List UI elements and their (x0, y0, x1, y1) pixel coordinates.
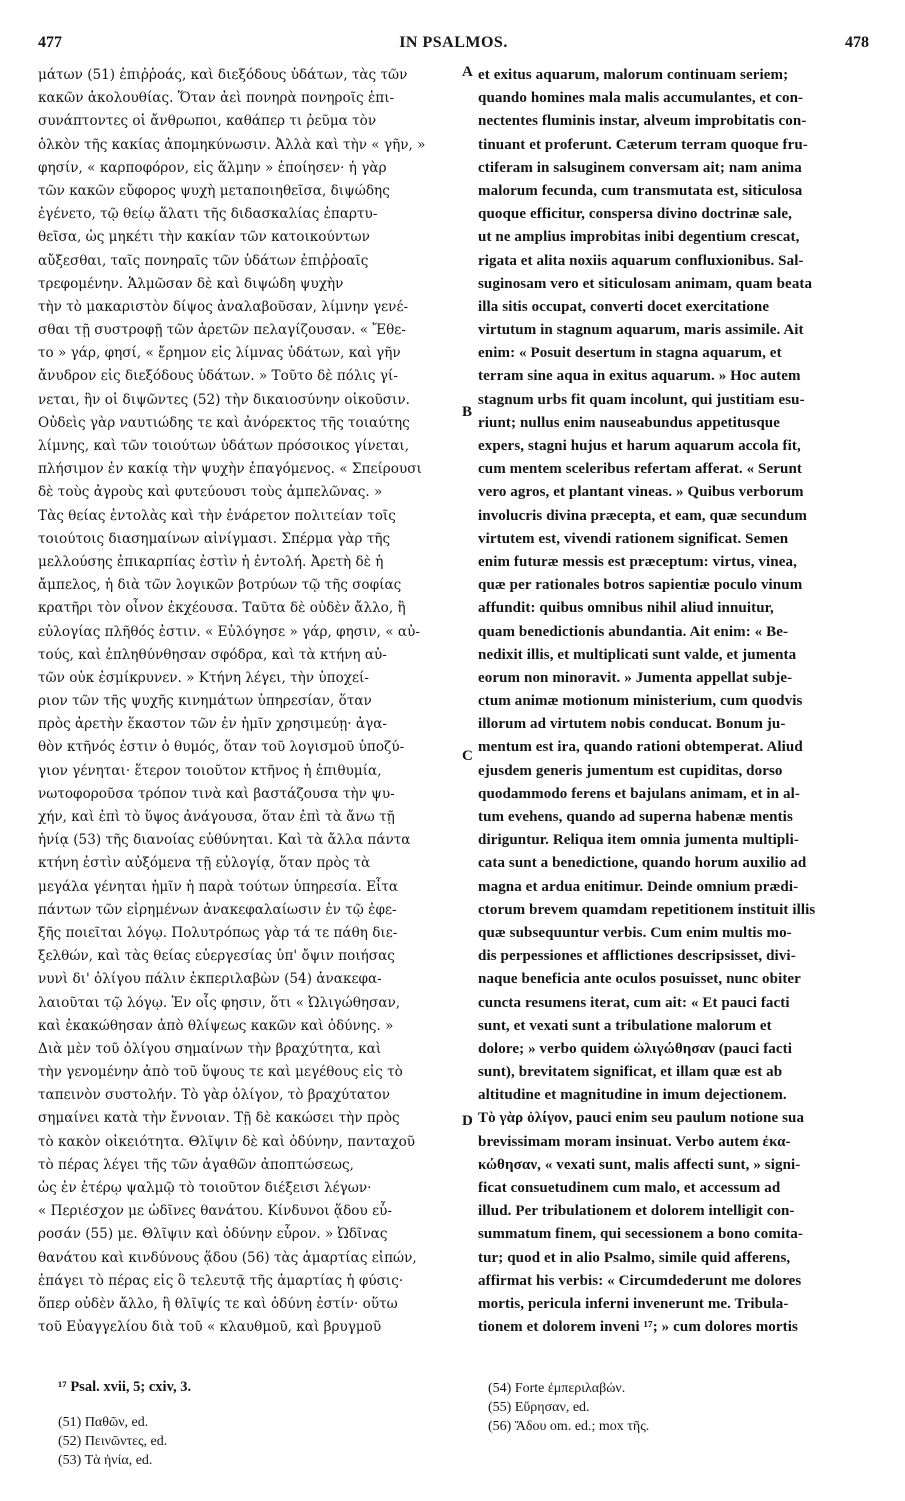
latin-text-line: vero agros, et plantant vineas. » Quibus verborum (478, 484, 804, 501)
page-number-right: 478 (845, 34, 869, 51)
greek-text-line: πρὸς ἀρετὴν ἕκαστον τῶν ἐν ἡμῖν χρησιμεύῃ· ἀγα- (38, 716, 387, 733)
footnote-line: (56) Ἅδου om. ed.; mox τῆς. (488, 1419, 650, 1434)
greek-text-line: ἄμπελος, ἡ διὰ τῶν λογικῶν βοτρύων τῷ τῆς σοφίας (38, 577, 402, 594)
greek-text-line: μελλούσης ἐπικαρπίας ἐστὶν ἡ ἐντολή. Ἀρετὴ δὲ ἡ (38, 553, 384, 570)
latin-text-line: cum mentem sceleribus refertam afferat. « Serunt (478, 461, 802, 478)
latin-text-line: dis perpessiones et afflictiones descripsisset, divi- (478, 948, 796, 965)
greek-text-line: μεγάλα γένηται ἡμῖν ἡ παρὰ τούτων ὑπηρεσία. Εἶτα (38, 878, 399, 895)
latin-text-line: mortis, pericula inferni invenerunt me. Tribula- (478, 1295, 789, 1312)
latin-text-line: altitudine et magnitudine in imum dejectionem. (478, 1087, 787, 1104)
latin-text-line: κώθησαν, « vexati sunt, malis affecti sunt, » signi- (478, 1156, 801, 1173)
greek-text-column (38, 64, 458, 1339)
section-marker-c: C (462, 748, 473, 764)
greek-text-line: λαιοῦται τῷ λόγῳ. Ἐν οἷς φησιν, ὅτι « Ὠλιγώθησαν, (38, 994, 401, 1011)
footnote-line: (52) Πεινῶντες, ed. (58, 1434, 168, 1449)
footnotes-right (488, 1379, 649, 1436)
greek-text-line: καὶ ἐκακώθησαν ἀπὸ θλίψεως κακῶν καὶ ὀδύνης. » (38, 1017, 394, 1034)
greek-text-line: ὅπερ οὐδὲν ἄλλο, ἢ θλῖψίς τε καὶ ὀδύνη ἐστίν· οὕτω (38, 1295, 398, 1312)
greek-text-line: φησίν, « καρποφόρον, εἰς ἅλμην » ἐποίησεν· ἡ γὰρ (38, 159, 387, 176)
latin-text-line: quando homines mala malis accumulantes, et con- (478, 90, 804, 107)
latin-text-line: stagnum urbs fit quam incolunt, qui justitiam esu- (478, 391, 805, 408)
greek-text-line: εὐλογίας πλῆθός ἐστιν. « Εὐλόγησε » γάρ, φησιν, « αὐ- (38, 623, 420, 640)
latin-text-line: expers, stagni hujus et harum aquarum accola fit, (478, 438, 801, 454)
greek-text-line: σθαι τῇ συστροφῇ τῶν ἀρετῶν πελαγίζουσαν. « Ἔθε- (38, 322, 406, 339)
latin-text-line: sunt), brevitatem significat, et illam quæ est ab (478, 1064, 783, 1081)
greek-text-line: ὡς ἐν ἑτέρῳ ψαλμῷ τὸ τοιοῦτον διέξεισι λέγων· (38, 1180, 372, 1196)
greek-text-line: τῶν οὐκ ἐσμίκρυνεν. » Κτήνη λέγει, τὴν ὑποχεί- (38, 669, 369, 686)
latin-text-line: et exitus aquarum, malorum continuam seriem; (478, 67, 789, 83)
footnote-line: (51) Παθῶν, ed. (58, 1415, 149, 1430)
latin-text-line: ut ne amplius improbitas inibi degentium crescat, (478, 229, 800, 246)
latin-text-line: sunt, et vexati sunt a tribulatione malorum et (478, 1017, 772, 1034)
greek-text-line: κρατῆρι τὸν οἶνον ἐκχέουσα. Ταῦτα δὲ οὐδὲν ἄλλο, ἢ (38, 600, 406, 617)
latin-text-line: naque beneficia ante oculos posuisset, nunc obiter (478, 971, 801, 988)
latin-text-line: illa sitis occupat, converti docet exercitatione (478, 298, 770, 315)
latin-text-line: dolore; » verbo quidem ὠλιγώθησαν (pauci facti (478, 1040, 793, 1057)
latin-text-line: malorum fecunda, cum transmutata est, siticulosa (478, 182, 803, 199)
greek-text-line: « Περιέσχον με ὠδῖνες θανάτου. Κίνδυνοι ᾅδου εὗ- (38, 1203, 392, 1220)
latin-text-line: enim: « Posuit desertum in stagna aquarum, et (478, 345, 782, 362)
latin-text-line: Τὸ γὰρ ὀλίγον, pauci enim seu paulum notione sua (478, 1110, 805, 1127)
footnotes-left (58, 1413, 167, 1470)
latin-text-line: ctiferam in salsuginem conversam ait; nam anima (478, 159, 802, 176)
greek-text-line: νυνὶ δι' ὀλίγου πάλιν ἐκπεριλαβὼν (54) ἀνακεφα- (38, 971, 382, 988)
latin-text-line: virtutem est, vivendi rationem significat. Semen (478, 530, 789, 547)
greek-text-line: ταπεινὸν συστολήν. Τὸ γὰρ ὀλίγον, τὸ βραχύτατον (38, 1087, 390, 1104)
latin-text-line: diriguntur. Reliqua item omnia jumenta multipli- (478, 832, 799, 849)
greek-text-line: Οὐδεὶς γὰρ ναυτιώδης τε καὶ ἀνόρεκτος τῆς τοιαύτης (38, 414, 410, 431)
latin-text-line: nedixit illis, et multiplicati sunt valde, et jumenta (478, 646, 797, 663)
running-title: IN PSALMOS. (399, 34, 508, 51)
latin-text-line: involucris divina præcepta, et eam, quæ secundum (478, 507, 807, 524)
footnote-line: (54) Forte ἐμπεριλαβών. (488, 1381, 626, 1396)
latin-text-line: rigata et alita noxiis aquarum confluxionibus. Sal- (478, 252, 804, 269)
greek-text-line: τρεφομένην. Ἁλμῶσαν δὲ καὶ διψώδη ψυχὴν (38, 275, 344, 292)
latin-text-line: tum evehens, quando ad superna habenæ mentis (478, 809, 793, 825)
greek-text-line: ἡνίᾳ (53) τῆς διανοίας εὐθύνηται. Καὶ τὰ ἄλλα πάντα (38, 832, 411, 849)
latin-text-line: enim futuræ messis est præceptum: virtus, vinea, (478, 553, 797, 570)
latin-text-line: suginosam vero et siticulosam animam, quam beata (478, 275, 813, 292)
greek-text-line: τῶν κακῶν εὔφορος ψυχὴ μεταποιηθεῖσα, διψώδης (38, 182, 390, 199)
latin-text-line: magna et ardua enitimur. Deinde omnium prædi- (478, 878, 799, 895)
greek-text-line: αὔξεσθαι, ταῖς πονηραῖς τῶν ὑδάτων ἐπιῤῥοαῖς (38, 252, 369, 269)
greek-text-line: δὲ τοὺς ἀγροὺς καὶ φυτεύουσι τοὺς ἀμπελῶνας. » (38, 484, 383, 501)
latin-text-line: virtutum in stagnum aquarum, maris assimile. Ait (478, 322, 804, 339)
greek-text-line: ξελθών, καὶ τὰς θείας εὐεργεσίας ὑπ' ὄψιν ποιήσας (38, 948, 395, 965)
greek-text-line: συνάπτοντες οἱ ἄνθρωποι, καθάπερ τι ῥεῦμα τὸν (38, 113, 377, 130)
greek-text-line: ριον τῶν τῆς ψυχῆς κινημάτων ὑπηρεσίαν, ὅταν (38, 693, 372, 710)
latin-text-line: riunt; nullus enim nauseabundus appetitusque (478, 414, 781, 431)
latin-text-line: quoque efficitur, conspersa divino doctrinæ sale, (478, 206, 792, 223)
greek-text-line: γιον γένηται· ἕτερον τοιοῦτον κτῆνος ἡ ἐπιθυμία, (38, 762, 382, 779)
greek-text-line: τὴν γενομένην ἀπὸ τοῦ ὕψους τε καὶ μεγέθους εἰς τὸ (38, 1064, 403, 1081)
greek-text-line: ἄνυδρον εἰς διεξόδους ὑδάτων. » Τοῦτο δὲ πόλις γί- (38, 368, 398, 385)
latin-text-line: tur; quod et in alio Psalmo, simile quid afferens, (478, 1249, 791, 1266)
greek-text-line: ὁλκὸν τῆς κακίας ἀπομηκύνωσιν. Ἀλλὰ καὶ τὴν « γῆν, » (38, 136, 426, 153)
greek-text-line: το » γάρ, φησί, « ἔρημον εἰς λίμνας ὑδάτων, καὶ γῆν (38, 345, 401, 362)
page-number-left: 477 (38, 34, 62, 51)
latin-text-line: affundit: quibus omnibus nihil aliud innuitur, (478, 600, 774, 617)
greek-text-line: θὸν κτῆνός ἐστιν ὁ θυμός, ὅταν τοῦ λογισμοῦ ὑποζύ- (38, 739, 405, 756)
greek-text-line: τὸ πέρας λέγει τῆς τῶν ἀγαθῶν ἀποπτώσεως, (38, 1156, 354, 1173)
latin-text-line: ctorum brevem quamdam repetitionem instituit illis (478, 901, 816, 918)
latin-text-column (478, 64, 870, 1339)
footnote-line: (53) Τὰ ἡνία, ed. (58, 1453, 153, 1468)
latin-text-line: ejusdem generis jumentum est cupiditas, dorso (478, 762, 783, 779)
latin-text-line: ficat consuetudinem cum malo, et accessum ad (478, 1180, 781, 1196)
latin-text-line: nectentes fluminis instar, alveum improbitatis con- (478, 113, 807, 130)
greek-text-line: κακῶν ἀκολουθίας. Ὅταν ἀεὶ πονηρὰ πονηροῖς ἐπι- (38, 90, 395, 107)
latin-text-line: brevissimam moram insinuat. Verbo autem ἐκα- (478, 1133, 791, 1150)
latin-text-line: illorum ad virtutem nobis conducat. Bonum ju- (478, 716, 786, 733)
latin-text-line: tinuant et proferunt. Cæterum terram quoque fru- (478, 136, 808, 153)
latin-text-line: cuncta resumens iterat, cum ait: « Et pauci facti (478, 994, 790, 1011)
scripture-reference: ¹⁷ Psal. xvii, 5; cxiv, 3. (58, 1379, 192, 1395)
greek-text-line: ἐπάγει τὸ πέρας εἰς ὃ τελευτᾷ τῆς ἁμαρτίας ἡ φύσις· (38, 1272, 404, 1289)
greek-text-line: θεῖσα, ὡς μηκέτι τὴν κακίαν τῶν κατοικούντων (38, 229, 370, 246)
latin-text-line: terram sine aqua in exitus aquarum. » Hoc autem (478, 368, 801, 385)
greek-text-line: Διὰ μὲν τοῦ ὀλίγου σημαίνων τὴν βραχύτητα, καὶ (38, 1040, 382, 1057)
running-header (38, 34, 869, 56)
greek-text-line: σημαίνει κατὰ τὴν ἔννοιαν. Τῇ δὲ κακώσει τὴν πρὸς (38, 1110, 400, 1127)
latin-text-line: illud. Per tribulationem et dolorem intelligit con- (478, 1203, 795, 1220)
latin-text-line: ctum animæ motionum ministerium, cum quodvis (478, 693, 803, 710)
latin-text-line: quæ per rationales botros sapientiæ poculo vinum (478, 577, 803, 594)
greek-text-line: πλήσιμον ἐν κακίᾳ τὴν ψυχὴν ἐπαγόμενος. « Σπείρουσι (38, 461, 422, 478)
footnote-line: (55) Εὕρησαν, ed. (488, 1400, 590, 1415)
latin-text-line: eorum non minoravit. » Jumenta appellat subje- (478, 669, 793, 686)
latin-text-line: quam benedictionis abundantia. Ait enim: « Be- (478, 623, 789, 640)
greek-text-line: νεται, ἣν οἱ διψῶντες (52) τὴν δικαιοσύνην οἰκοῦσιν. (38, 391, 410, 408)
latin-text-line: quæ subsequuntur verbis. Cum enim multis mo- (478, 924, 792, 941)
greek-text-line: θανάτου καὶ κινδύνους ᾅδου (56) τὰς ἁμαρτίας εἰπών, (38, 1249, 417, 1266)
greek-text-line: Τὰς θείας ἐντολὰς καὶ τὴν ἐνάρετον πολιτείαν τοῖς (38, 507, 396, 524)
latin-text-line: tionem et dolorem inveni ¹⁷; » cum dolores mortis (478, 1319, 798, 1336)
latin-text-line: quodammodo ferens et bajulans animam, et in al- (478, 785, 800, 802)
greek-text-line: ἐγένετο, τῷ θείῳ ἅλατι τῆς διδασκαλίας ἐπαρτυ- (38, 206, 378, 223)
greek-text-line: χήν, καὶ ἐπὶ τὸ ὕψος ἀνάγουσα, ὅταν ἐπὶ τὰ ἄνω τῇ (38, 809, 395, 825)
section-marker-a: A (462, 64, 473, 80)
greek-text-line: τοῦ Εὐαγγελίου διὰ τοῦ « κλαυθμοῦ, καὶ βρυγμοῦ (38, 1319, 382, 1336)
latin-text-line: cata sunt a benedictione, quando horum auxilio ad (478, 855, 807, 872)
greek-text-line: τούς, καὶ ἐπληθύνθησαν σφόδρα, καὶ τὰ κτήνη αὐ- (38, 646, 387, 663)
greek-text-line: κτήνη ἐστὶν αὐξόμενα τῇ εὐλογίᾳ, ὅταν πρὸς τὰ (38, 855, 371, 872)
latin-text-line: affirmat his verbis: « Circumdederunt me dolores (478, 1272, 802, 1289)
section-marker-d: D (462, 1113, 473, 1129)
greek-text-line: νωτοφοροῦσα τρόπον τινὰ καὶ βαστάζουσα τὴν ψυ- (38, 785, 395, 802)
latin-text-line: mentum est ira, quando rationi obtemperat. Aliud (478, 739, 803, 756)
greek-text-line: ξῆς ποιεῖται λόγῳ. Πολυτρόπως γὰρ τά τε πάθη διε- (38, 924, 398, 941)
latin-text-line: summatum finem, qui secessionem a bono comita- (478, 1226, 804, 1243)
section-marker-b: B (462, 404, 473, 420)
greek-text-line: μάτων (51) ἐπιῤῥοάς, καὶ διεξόδους ὑδάτων, τὰς τῶν (38, 67, 408, 83)
greek-text-line: λίμνης, καὶ τῶν τοιούτων ὑδάτων πρόσοικος γίνεται, (38, 438, 410, 454)
greek-text-line: πάντων τῶν εἰρημένων ἀνακεφαλαίωσιν ἐν τῷ ἐφε- (38, 901, 397, 918)
greek-text-line: τὸ κακὸν οἰκειότητα. Θλῖψιν δὲ καὶ ὀδύνην, πανταχοῦ (38, 1133, 416, 1150)
greek-text-line: ροσάν (55) με. Θλῖψιν καὶ ὀδύνην εὗρον. » Ὠδῖνας (38, 1226, 388, 1243)
greek-text-line: τὴν τὸ μακαριστὸν δίψος ἀναλαβοῦσαν, λίμνην γενέ- (38, 298, 409, 315)
greek-text-line: τοιούτοις διασημαίνων αἰνίγμασι. Σπέρμα γὰρ τῆς (38, 530, 391, 547)
